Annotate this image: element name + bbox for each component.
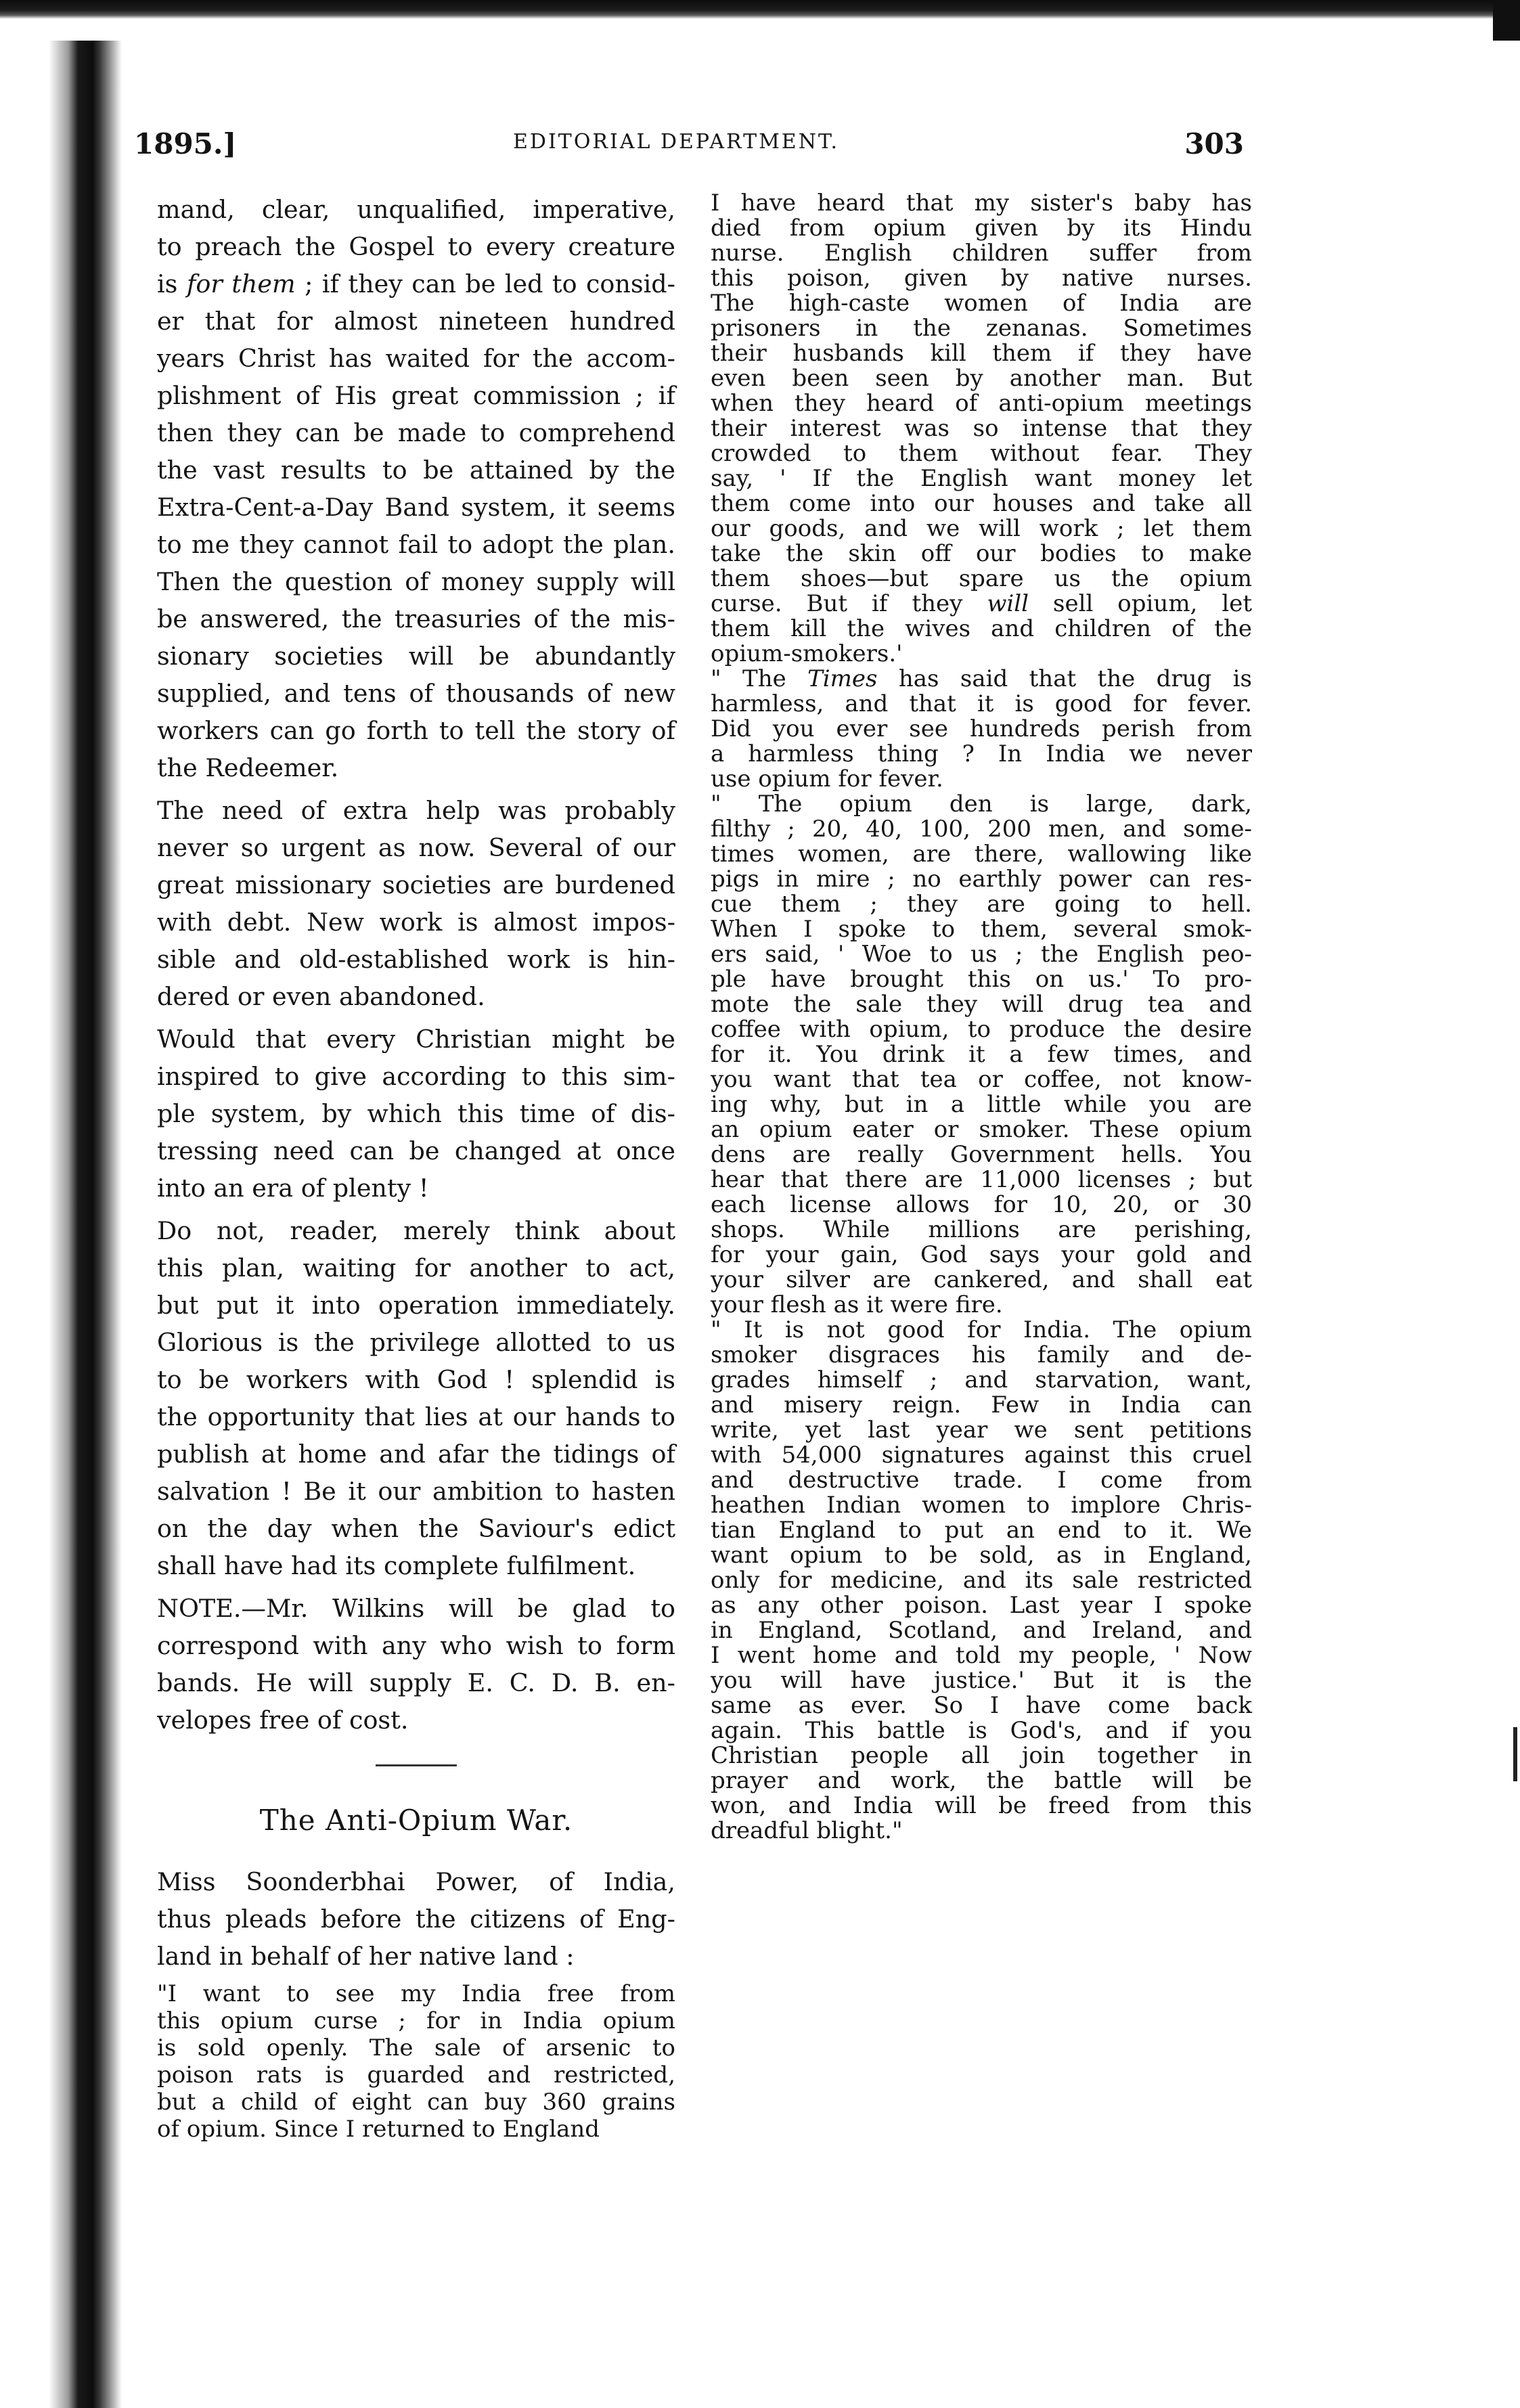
text-line: curse. But if they will sell opium, let (711, 590, 1252, 617)
text-line: them kill the wives and children of the (711, 615, 1252, 642)
text-line: ple have brought this on us.' To pro- (711, 966, 1252, 993)
text-line: when they heard of anti-opium meetings (711, 390, 1252, 417)
text-line: them shoes—but spare us the opium (711, 565, 1252, 592)
intro-paragraph (157, 1863, 675, 1975)
text-line: years Christ has waited for the accom- (157, 344, 675, 373)
text-line: crowded to them without fear. They (711, 440, 1252, 467)
text-line: I went home and told my people, ' Now (711, 1642, 1252, 1669)
text-line: prisoners in the zenanas. Sometimes (711, 315, 1252, 342)
text-line: ers said, ' Woe to us ; the English peo- (711, 941, 1252, 968)
text-line: great missionary societies are burdened (157, 870, 675, 899)
text-line: their husbands kill them if they have (711, 340, 1252, 367)
text-line: Extra-Cent-a-Day Band system, it seems (157, 493, 675, 522)
text-line: write, yet last year we sent petitions (711, 1417, 1252, 1444)
text-line: When I spoke to them, several smok- (711, 916, 1252, 943)
text-line: be answered, the treasuries of the mis- (157, 604, 675, 633)
text-line: " The Times has said that the drug is (711, 665, 1253, 692)
text-line: opium-smokers.' (711, 640, 903, 667)
text-line: I have heard that my sister's baby has (711, 189, 1252, 217)
text-line: grades himself ; and starvation, want, (711, 1366, 1252, 1393)
text-line: is sold openly. The sale of arsenic to (157, 2034, 675, 2061)
text-line: for your gain, God says your gold and (711, 1241, 1252, 1268)
text-line: this plan, waiting for another to act, (157, 1253, 675, 1283)
text-line: times women, are there, wallowing like (711, 841, 1252, 868)
text-line: take the skin off our bodies to make (711, 540, 1252, 567)
text-line: on the day when the Saviour's edict (157, 1514, 675, 1543)
text-line: your silver are cankered, and shall eat (711, 1266, 1252, 1293)
header-year: 1895.] (134, 127, 237, 160)
text-line: even been seen by another man. But (711, 365, 1252, 392)
text-line: harmless, and that it is good for fever. (711, 690, 1252, 717)
paragraph (711, 792, 1252, 1318)
text-line: is for them ; if they can be led to consid- (157, 269, 676, 298)
text-line: but a child of eight can buy 360 grains (157, 2089, 675, 2116)
text-line: them come into our houses and take all (711, 490, 1252, 517)
paragraph (711, 1318, 1252, 1844)
text-line: shops. While millions are perishing, (711, 1216, 1252, 1243)
emphasis: for them (186, 269, 296, 298)
text-line: mote the sale they will drug tea and (711, 991, 1252, 1018)
text-line: you will have justice.' But it is the (711, 1667, 1252, 1694)
text-line: " The opium den is large, dark, (711, 790, 1252, 818)
text-line: never so urgent as now. Several of our (157, 833, 675, 862)
text-line: sible and old-established work is hin- (157, 945, 675, 974)
text-line: for it. You drink it a few times, and (711, 1041, 1252, 1068)
running-header (134, 127, 1244, 168)
paragraph (711, 667, 1252, 792)
text-line: same as ever. So I have come back (711, 1692, 1252, 1719)
text-line: prayer and work, the battle will be (711, 1767, 1252, 1794)
text-line: want opium to be sold, as in England, (711, 1542, 1252, 1569)
text-line: salvation ! Be it our ambition to hasten (157, 1477, 675, 1506)
text-line: the vast results to be attained by the (157, 455, 675, 485)
text-line: Would that every Christian might be (157, 1025, 675, 1054)
text-line: their interest was so intense that they (711, 415, 1252, 442)
text-line: each license allows for 10, 20, or 30 (711, 1191, 1252, 1218)
text-line: bands. He will supply E. C. D. B. en- (157, 1668, 675, 1697)
text-line: Did you ever see hundreds perish from (711, 715, 1252, 742)
text-line: to preach the Gospel to every creature (157, 232, 675, 261)
text-line: ple system, by which this time of dis- (157, 1099, 675, 1128)
text-line: ing why, but in a little while you are (711, 1091, 1252, 1118)
text-line: heathen Indian women to implore Chris- (711, 1492, 1252, 1519)
text-line: to be workers with God ! splendid is (157, 1365, 675, 1394)
text-line: won, and India will be freed from this (711, 1792, 1252, 1819)
emphasis: Times (807, 665, 878, 692)
paragraph (157, 1212, 675, 1584)
text-line: tian England to put an end to it. We (711, 1517, 1252, 1544)
text-line: and destructive trade. I come from (711, 1467, 1252, 1494)
text-line: a harmless thing ? In India we never (711, 740, 1252, 767)
text-line: your flesh as it were fire. (711, 1291, 1003, 1318)
text-line: in England, Scotland, and Ireland, and (711, 1617, 1252, 1644)
text-line: use opium for fever. (711, 765, 943, 793)
text-line: land in behalf of her native land : (157, 1942, 575, 1971)
text-line: only for medicine, and its sale restricted (711, 1567, 1252, 1594)
text-line: this opium curse ; for in India opium (157, 2007, 675, 2034)
text-line: this poison, given by native nurses. (711, 265, 1252, 292)
text-line: publish at home and afar the tidings of (157, 1440, 675, 1469)
text-line: NOTE.—Mr. Wilkins will be glad to (157, 1594, 675, 1623)
text-line: sionary societies will be abundantly (157, 642, 675, 671)
text-line: nurse. English children suffer from (711, 240, 1252, 267)
paragraph (711, 191, 1252, 667)
top-edge-rule (0, 0, 1520, 19)
text-line: an opium eater or smoker. These opium (711, 1116, 1252, 1143)
text-line: of opium. Since I returned to England (157, 2116, 600, 2143)
text-line: to me they cannot fail to adopt the plan. (157, 530, 675, 559)
section-title: The Anti-Opium War. (259, 1804, 573, 1837)
text-line: with 54,000 signatures against this cruel (711, 1442, 1252, 1469)
header-page-number: 303 (1184, 127, 1244, 160)
paragraph (157, 1021, 675, 1207)
text-line: thus pleads before the citizens of Eng- (157, 1904, 675, 1934)
text-line: pigs in mire ; no earthly power can res- (711, 866, 1252, 893)
quote-paragraph (157, 1980, 675, 2143)
text-line: Then the question of money supply will (157, 567, 675, 596)
text-line: mand, clear, unqualified, imperative, (157, 195, 675, 224)
text-line: inspired to give according to this sim- (157, 1062, 675, 1091)
text-line: supplied, and tens of thousands of new (157, 679, 675, 708)
text-line: "I want to see my India free from (157, 1980, 675, 2007)
text-line: the Redeemer. (157, 753, 339, 782)
text-line: Christian people all join together in (711, 1742, 1252, 1769)
text-line: plishment of His great commission ; if (157, 381, 675, 410)
text-line: dreadful blight." (711, 1817, 903, 1844)
text-line: shall have had its complete fulfilment. (157, 1551, 636, 1580)
text-line: and misery reign. Few in India can (711, 1391, 1252, 1419)
text-line: Do not, reader, merely think about (157, 1216, 675, 1245)
text-line: cue them ; they are going to hell. (711, 891, 1252, 918)
text-line: filthy ; 20, 40, 100, 200 men, and some- (711, 816, 1252, 843)
right-column (711, 191, 1252, 1844)
text-line: died from opium given by its Hindu (711, 215, 1252, 242)
margin-mark (1513, 1727, 1517, 1781)
text-line: then they can be made to comprehend (157, 418, 675, 447)
text-line: dens are really Government hells. You (711, 1141, 1252, 1168)
text-line: with debt. New work is almost impos- (157, 908, 675, 937)
text-line: say, ' If the English want money let (711, 465, 1252, 492)
text-line: The need of extra help was probably (157, 796, 675, 825)
text-line: The high-caste women of India are (711, 290, 1252, 317)
text-line: into an era of plenty ! (157, 1174, 429, 1203)
text-line: tressing need can be changed at once (157, 1136, 675, 1165)
note-paragraph (157, 1590, 675, 1739)
text-line: you want that tea or coffee, not know- (711, 1066, 1252, 1093)
paragraph (157, 191, 675, 786)
section-divider (376, 1764, 457, 1766)
text-line: " It is not good for India. The opium (711, 1316, 1252, 1343)
text-line: the opportunity that lies at our hands to (157, 1402, 675, 1431)
text-line: er that for almost nineteen hundred (157, 307, 675, 336)
emphasis: will (987, 590, 1029, 617)
text-line: our goods, and we will work ; let them (711, 515, 1252, 542)
text-line: Miss Soonderbhai Power, of India, (157, 1867, 675, 1896)
text-line: again. This battle is God's, and if you (711, 1717, 1252, 1744)
text-line: coffee with opium, to produce the desire (711, 1016, 1252, 1043)
text-line: dered or even abandoned. (157, 982, 485, 1011)
text-line: velopes free of cost. (157, 1705, 409, 1735)
page-binding-shadow (0, 41, 122, 2408)
text-line: Glorious is the privilege allotted to us (157, 1328, 675, 1357)
left-column (157, 191, 675, 2143)
text-line: workers can go forth to tell the story of (157, 716, 675, 745)
text-line: hear that there are 11,000 licenses ; but (711, 1166, 1252, 1193)
text-line: smoker disgraces his family and de- (711, 1341, 1252, 1368)
text-line: poison rats is guarded and restricted, (157, 2061, 675, 2089)
text-line: but put it into operation immediately. (157, 1291, 675, 1320)
text-line: correspond with any who wish to form (157, 1631, 675, 1660)
paragraph (157, 792, 675, 1015)
header-running-title: EDITORIAL DEPARTMENT. (513, 130, 840, 154)
text-line: as any other poison. Last year I spoke (711, 1592, 1252, 1619)
